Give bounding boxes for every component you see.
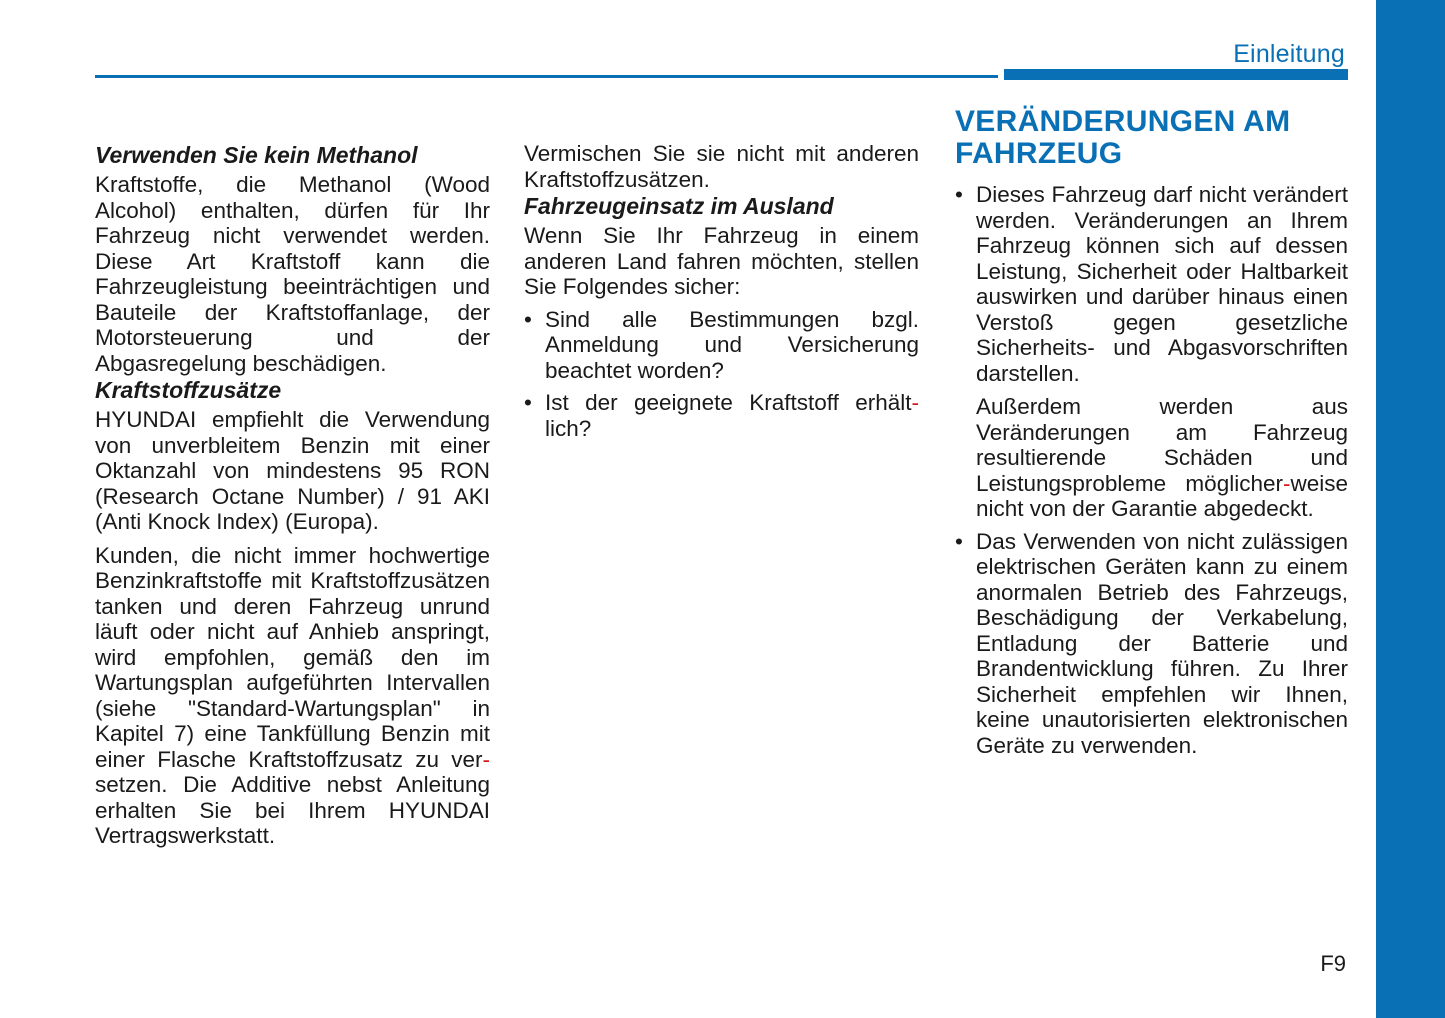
paragraph-ausland: Wenn Sie Ihr Fahrzeug in einem anderen Land fahren möchten, stellen Sie Folgendes sicher: <box>524 223 919 299</box>
column-right <box>955 106 1348 758</box>
hyphenation-mark: - <box>1282 470 1291 496</box>
modification-list-2 <box>955 529 1348 759</box>
continuation-part1: Außerdem werden aus Veränderungen am Fahrzeug resultierende Schäden und Leistungsprobleme möglicher <box>976 394 1348 496</box>
page-number: F9 <box>1320 951 1346 976</box>
heading-ausland: Fahrzeugeinsatz im Ausland <box>524 193 834 219</box>
list-item <box>524 390 919 441</box>
column-middle <box>524 141 919 441</box>
paragraph-additive-advice-part1: Kunden, die nicht immer hochwertige Benzinkraftstoffe mit Kraftstoffzusätzen tanken und deren Fahrzeug unrund läuft oder nicht auf Anhieb anspringt, wird empfohlen, gemäß den im Wartungsplan aufgeführten Intervallen (siehe "Standard-Wartungsplan" in Kapitel 7) eine Tankfüllung Benzin mit einer Flasche Kraftstoffzusatz zu ver <box>95 542 490 772</box>
paragraph-continuation: Vermischen Sie sie nicht mit anderen Kraftstoffzusätzen. <box>524 141 919 192</box>
hyphenation-mark: - <box>482 746 490 772</box>
column-left <box>95 141 490 849</box>
paragraph-methanol: Kraftstoffe, die Methanol (Wood Alcohol) enthalten, dürfen für Ihr Fahrzeug nicht verwendet werden. Diese Art Kraftstoff kann die Fahrzeugleistung beeinträchtigen und Bauteile der Kraftstoffanlage, der Motorsteuerung und der Abgasregelung beschädigen. <box>95 172 490 376</box>
paragraph-additive-advice <box>95 543 490 849</box>
modification-list <box>955 182 1348 386</box>
list-item-part2: lich? <box>545 415 592 441</box>
header-rule-accent <box>1004 69 1348 80</box>
chapter-side-tab <box>1376 0 1445 1018</box>
list-item: • Das Verwenden von nicht zulässigen elektrischen Geräten kann zu einem anormalen Betrieb des Fahrzeugs, Beschädigung der Verkabelung, Entladung der Batterie und Brandentwicklung führen. Zu Ihrer Sicherheit empfehlen wir Ihnen, keine unautorisierten elektronischen Geräte zu verwenden. <box>955 529 1348 759</box>
chapter-heading <box>955 106 1348 170</box>
heading-kraftstoffzusaetze: Kraftstoffzusätze <box>95 377 282 403</box>
list-item: • Dieses Fahrzeug darf nicht verändert werden. Veränderungen an Ihrem Fahrzeug können sich auf dessen Leistung, Sicherheit oder Haltbarkeit auswirken und darüber hinaus einen Verstoß gegen gesetzliche Sicherheits- und Abgasvorschriften darstellen. <box>955 182 1348 386</box>
header-rule <box>95 75 998 78</box>
heading-methanol: Verwenden Sie kein Methanol <box>95 142 418 168</box>
continuation-part2: weise nicht von der Garantie abgedeckt. <box>976 470 1348 521</box>
section-title: Einleitung <box>1233 40 1345 68</box>
chapter-heading-line2: FAHRZEUG <box>955 137 1123 170</box>
hyphenation-mark: - <box>911 390 919 415</box>
paragraph-hyundai-recommendation: HYUNDAI empfiehlt die Verwendung von unverbleitem Benzin mit einer Oktanzahl von mindestens 95 RON (Research Octane Number) / 91 AKI (Anti Knock Index) (Europa). <box>95 407 490 534</box>
list-item-part1: Ist der geeignete Kraftstoff erhält <box>545 390 912 415</box>
list-item-continuation <box>955 394 1348 522</box>
ausland-checklist <box>524 307 919 442</box>
list-item: • Sind alle Bestimmungen bzgl. Anmeldung und Versicherung beachtet worden? <box>524 307 919 384</box>
paragraph-additive-advice-part2: setzen. Die Additive nebst Anleitung erhalten Sie bei Ihrem HYUNDAI Vertragswerkstatt. <box>95 772 490 848</box>
chapter-heading-line1: VERÄNDERUNGEN AM <box>955 105 1291 138</box>
